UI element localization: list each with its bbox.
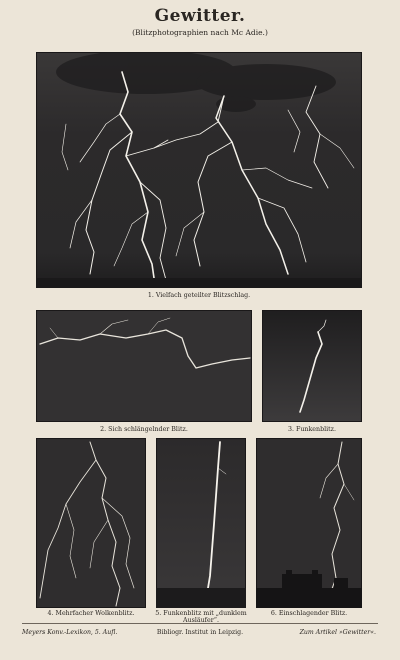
figure-1-photo	[36, 52, 362, 288]
plate-title: Gewitter.	[154, 6, 246, 26]
winding-lightning-image	[36, 310, 252, 422]
footer-publisher: Bibliogr. Institut in Leipzig.	[156, 629, 244, 636]
figure-5-caption: 5. Funkenblitz mit „dunklem Ausläufer“.	[155, 610, 247, 624]
footer-article-ref: Zum Artikel »Gewitter«.	[299, 629, 376, 636]
figure-2-photo	[36, 310, 252, 422]
spark-lightning-image	[262, 310, 362, 422]
striking-lightning-image	[256, 438, 362, 608]
spark-lightning-dark-extension-image	[156, 438, 246, 608]
figure-2-caption: 2. Sich schlängelnder Blitz.	[100, 426, 188, 433]
figure-6-photo	[256, 438, 362, 608]
multiple-cloud-lightning-image	[36, 438, 146, 608]
plate-subtitle: (Blitzphotographien nach Mc Adie.)	[132, 28, 268, 37]
footer-rule	[22, 623, 378, 624]
figure-6-caption: 6. Einschlagender Blitz.	[270, 610, 348, 617]
figure-3-caption: 3. Funkenblitz.	[288, 426, 336, 433]
figure-1-caption: 1. Vielfach geteilter Blitzschlag.	[147, 292, 251, 299]
figure-4-photo	[36, 438, 146, 608]
footer-source: Meyers Konv.-Lexikon, 5. Aufl.	[22, 629, 118, 636]
figure-4-caption: 4. Mehrfacher Wolkenblitz.	[47, 610, 135, 617]
figure-5-photo	[156, 438, 246, 608]
branched-lightning-image	[36, 52, 362, 288]
figure-3-photo	[262, 310, 362, 422]
